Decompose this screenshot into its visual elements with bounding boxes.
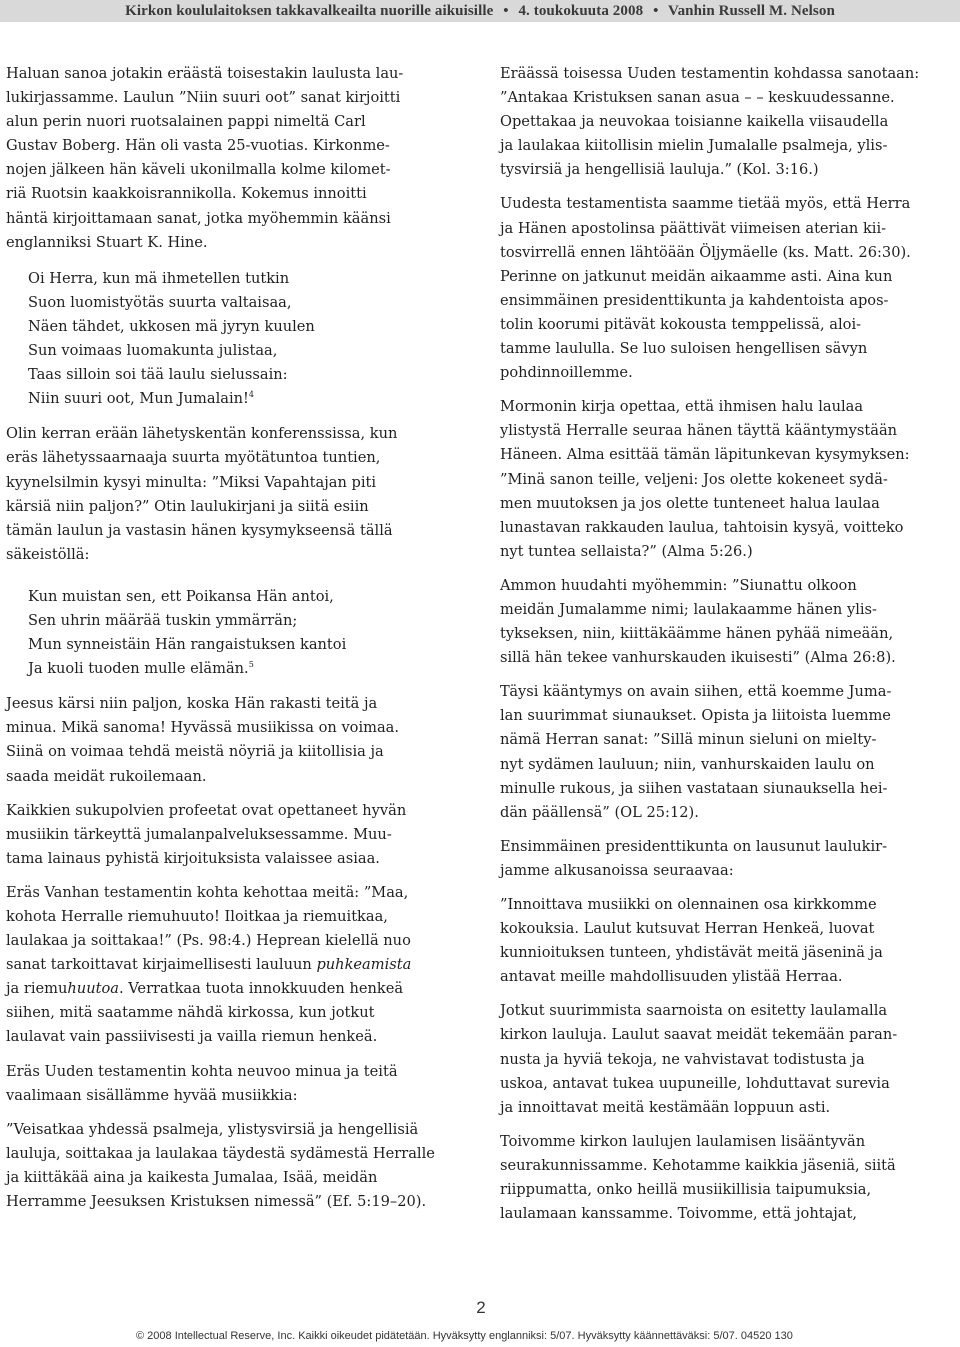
running-header [0, 0, 960, 22]
text-line: Eräässä toisessa Uuden testamentin kohdassa sanotaan: [500, 65, 920, 82]
text-line: musiikin tärkeyttä jumalanpalveluksessamme. Muu- [6, 825, 392, 843]
text-line: Ammon huudahti myöhemmin: ”Siunattu olkoon [500, 576, 857, 594]
text-line: ja Hänen apostolinsa päättivät viimeisen aterian kii- [500, 219, 887, 237]
paragraph [500, 192, 956, 385]
text-line: Täysi kääntymys on avain siihen, että koemme Juma- [500, 683, 892, 701]
text-line: ”Antakaa Kristuksen sanan asua – – keskuudessanne. [500, 89, 895, 107]
text-line: Perinne on jatkunut meidän aikaamme asti. Aina kun [500, 267, 893, 285]
text-line: laulavat vain passiivisesti ja vailla riemun henkeä. [6, 1028, 378, 1046]
paragraph [500, 680, 956, 825]
text-line: Siinä on voimaa tehdä meistä nöyriä ja kiitollisia ja [6, 743, 384, 761]
text-line: ja innoittavat meitä kestämään loppuun asti. [500, 1098, 831, 1116]
text-line: men muutoksen ja jos olette tunteneet halua laulaa [500, 494, 880, 512]
paragraph [6, 62, 466, 255]
text-line: lauluja, soittakaa ja laulakaa täydestä sydämestä Herralle [6, 1144, 435, 1162]
footnote-marker: 4 [248, 390, 254, 400]
text-line: Toivomme kirkon laulujen laulamisen lisääntyvän [500, 1132, 866, 1150]
poem-line: Suon luomistyötäs suurta valtaisaa, [28, 293, 292, 311]
text-line: Eräs Vanhan testamentin kohta kehottaa meitä: ”Maa, [6, 883, 409, 901]
text-line: säkeistöllä: [6, 545, 90, 563]
paragraph [500, 574, 956, 670]
text-line: kunnioituksen tunteen, yhdistävät meitä jäseninä ja [500, 944, 883, 962]
text-line: nämä Herran sanat: ”Sillä minun sieluni on mielty- [500, 731, 877, 749]
text-line: häntä kirjoittamaan sanat, jotka myöhemmin käänsi [6, 209, 391, 227]
paragraph [6, 692, 466, 788]
text-line: Herramme Jeesuksen Kristuksen nimessä” (Ef. 5:19–20). [6, 1193, 427, 1211]
text-line: laulamaan kanssamme. Toivomme, että johtajat, [500, 1205, 858, 1223]
text-line: jamme alkusanoissa seuraavaa: [500, 861, 734, 879]
poem-line: Taas silloin soi tää laulu sielussain: [28, 366, 288, 384]
quote-paragraph [500, 999, 956, 1119]
text-line: kärsiä niin paljon?” Otin laulukirjani ja siitä esiin [6, 497, 369, 515]
italic-word: huutoa [67, 980, 119, 998]
text-line: nyt tuntea sellaista?” (Alma 5:26.) [500, 542, 753, 560]
poem-verse [28, 585, 466, 681]
text-line: Jeesus kärsi niin paljon, koska Hän rakasti teitä ja [6, 695, 378, 713]
text-line: Olin kerran erään lähetyskentän konferenssissa, kun [6, 425, 398, 443]
text-line: Gustav Boberg. Hän oli vasta 25-vuotias. Kirkonme- [6, 137, 390, 155]
text-line: tosvirrellä ennen lähtöään Öljymäelle (ks. Matt. 26:30). [500, 243, 911, 261]
poem-line-text: Niin suuri oot, Mun Jumalain! [28, 390, 249, 408]
poem-line: Mun synneistäin Hän rangaistuksen kantoi [28, 636, 347, 654]
text-line: kohota Herralle riemuhuuto! Iloitkaa ja riemuitkaa, [6, 908, 388, 925]
text-line [6, 977, 466, 1001]
text-line: englanniksi Stuart K. Hine. [6, 233, 208, 251]
text-run: sanat tarkoittavat kirjaimellisesti lauluun [6, 956, 317, 974]
header-bullet: • [653, 3, 659, 19]
text-line: ”Minä sanon teille, veljeni: Jos olette kokeneet sydä- [500, 470, 888, 488]
text-line: saada meidät rukoilemaan. [6, 767, 207, 785]
text-line: seurakunnissamme. Kehotamme kaikkia jäseniä, siitä [500, 1156, 896, 1174]
text-line: eräs lähetyssaarnaaja suurta myötätuntoa tuntien, [6, 449, 381, 467]
text-line: alun perin nuori ruotsalainen pappi nimeltä Carl [6, 113, 366, 131]
italic-word: puhkeamista [316, 956, 412, 974]
text-line: lukirjassamme. Laulun ”Niin suuri oot” sanat kirjoitti [6, 89, 401, 107]
text-line: kokouksia. Laulut kutsuvat Herran Henkeä, luovat [500, 920, 875, 938]
text-line: Eräs Uuden testamentin kohta neuvoo minua ja teitä [6, 1062, 398, 1080]
text-line: Uudesta testamentista saamme tietää myös, että Herra [500, 195, 911, 213]
header-title: Kirkon koululaitoksen takkavalkeailta nuorille aikuisille [125, 3, 494, 19]
paragraph [6, 1060, 466, 1108]
scripture-quote [6, 1118, 466, 1214]
text-line: ylistystä Herralle seuraa hänen täyttä kääntymystään [500, 422, 898, 440]
text-line: meidän Jumalamme nimi; laulakaamme hänen ylis- [500, 600, 877, 618]
poem-verse [28, 267, 466, 412]
text-line: Opettakaa ja neuvokaa toisianne kaikella viisaudella [500, 113, 889, 131]
text-line [6, 953, 466, 977]
right-column [500, 62, 956, 1236]
text-line: minua. Mikä sanoma! Hyvässä musiikissa on voimaa. [6, 719, 400, 737]
text-line: riippumatta, onko heillä musiikillisia taipumuksia, [500, 1181, 872, 1199]
quote-paragraph [500, 1130, 956, 1226]
header-date: 4. toukokuuta 2008 [518, 3, 644, 19]
paragraph [6, 799, 466, 871]
text-line: lunastavan rakkauden laulua, tahtoisin kysyä, voitteko [500, 518, 904, 536]
text-line: tykseksen, niin, kiittäkäämme hänen pyhää nimeään, [500, 625, 894, 643]
text-line: ja laulakaa kiitollisin mielin Jumalalle psalmeja, ylis- [500, 137, 888, 155]
copyright-footer: © 2008 Intellectual Reserve, Inc. Kaikki oikeudet pidätetään. Hyväksytty englanniksi: 5/07. Hyväksytty käännettäväksi: 5/07. 04520 130 [136, 1330, 793, 1342]
text-line: ”Innoittava musiikki on olennainen osa kirkkomme [500, 896, 877, 913]
text-line: antavat meille mahdollisuuden ylistää Herraa. [500, 968, 843, 986]
paragraph [6, 422, 466, 567]
text-line: riä Ruotsin kaakkoisrannikolla. Kokemus innoitti [6, 185, 367, 203]
paragraph [500, 395, 956, 564]
text-line: dän päällensä” (OL 25:12). [500, 803, 699, 821]
page-number: 2 [476, 1298, 486, 1317]
text-line: nojen jälkeen hän käveli ukonilmalla kolme kilomet- [6, 161, 391, 179]
poem-line [28, 657, 466, 681]
text-line: minulle rukous, ja siihen vastataan siunauksella hei- [500, 779, 888, 797]
text-line: Kaikkien sukupolvien profeetat ovat opettaneet hyvän [6, 801, 407, 819]
text-line: kirkon lauluja. Laulut saavat meidät tekemään paran- [500, 1026, 898, 1044]
text-line: siihen, mitä saatamme nähdä kirkossa, kun jotkut [6, 1004, 375, 1022]
poem-line [28, 387, 466, 411]
poem-line: Sen uhrin määrää tuskin ymmärrän; [28, 611, 298, 629]
quote-paragraph [500, 893, 956, 989]
text-line: ensimmäinen presidenttikunta ja kahdentoista apos- [500, 291, 889, 309]
left-column [6, 62, 466, 1224]
text-line: vaalimaan sisällämme hyvää musiikkia: [6, 1086, 298, 1104]
text-line: tysvirsiä ja hengellisiä lauluja.” (Kol. 3:16.) [500, 161, 819, 179]
text-line: uskoa, antavat tukea uupuneille, lohduttavat surevia [500, 1074, 890, 1092]
text-line: kyynelsilmin kysyi minulta: ”Miksi Vapahtajan piti [6, 473, 377, 491]
text-line: Jotkut suurimmista saarnoista on esitetty laulamalla [500, 1002, 888, 1020]
text-line: ja kiittäkää aina ja kaikesta Jumalaa, Isää, meidän [6, 1168, 378, 1186]
paragraph [6, 881, 466, 1050]
text-line: sillä hän tekee vanhurskauden ikuisesti” (Alma 26:8). [500, 649, 896, 667]
header-bullet: • [503, 3, 509, 19]
poem-line: Oi Herra, kun mä ihmetellen tutkin [28, 269, 290, 287]
text-line: Mormonin kirja opettaa, että ihmisen halu laulaa [500, 398, 864, 416]
text-line: tama lainaus pyhistä kirjoituksista valaissee asiaa. [6, 849, 380, 867]
text-line: pohdinnoillemme. [500, 364, 633, 382]
text-line: tämän laulun ja vastasin hänen kysymykseensä tällä [6, 521, 393, 539]
text-line: ”Veisatkaa yhdessä psalmeja, ylistysvirsiä ja hengellisiä [6, 1120, 419, 1138]
text-line: Häneen. Alma esittää tämän läpitunkevan kysymyksen: [500, 446, 910, 464]
header-speaker: Vanhin Russell M. Nelson [668, 3, 835, 19]
paragraph [500, 62, 956, 182]
text-line: laulakaa ja soittakaa!” (Ps. 98:4.) Heprean kielellä nuo [6, 932, 411, 950]
text-line: Ensimmäinen presidenttikunta on lausunut laulukir- [500, 837, 888, 855]
poem-line: Näen tähdet, ukkosen mä jyryn kuulen [28, 317, 315, 335]
text-line: nusta ja hyviä tekoja, ne vahvistavat todistusta ja [500, 1050, 865, 1068]
text-run: . Verratkaa tuota innokkuuden henkeä [118, 980, 404, 998]
text-run: ja riemu [6, 980, 68, 998]
poem-line: Kun muistan sen, ett Poikansa Hän antoi, [28, 587, 334, 605]
text-line: lan suurimmat siunaukset. Opista ja liitoista luemme [500, 707, 891, 725]
text-line: tolin koorumi pitävät kokousta temppelissä, aloi- [500, 315, 862, 333]
poem-line: Sun voimaas luomakunta julistaa, [28, 342, 278, 360]
paragraph [500, 835, 956, 883]
text-line: tamme laululla. Se luo suloisen hengellisen sävyn [500, 340, 868, 358]
footnote-marker: 5 [248, 660, 254, 670]
text-line: nyt sydämen lauluun; niin, vanhurskaiden laulu on [500, 755, 875, 773]
text-line: Haluan sanoa jotakin eräästä toisestakin laulusta lau- [6, 65, 404, 82]
poem-line-text: Ja kuoli tuoden mulle elämän. [28, 660, 249, 678]
